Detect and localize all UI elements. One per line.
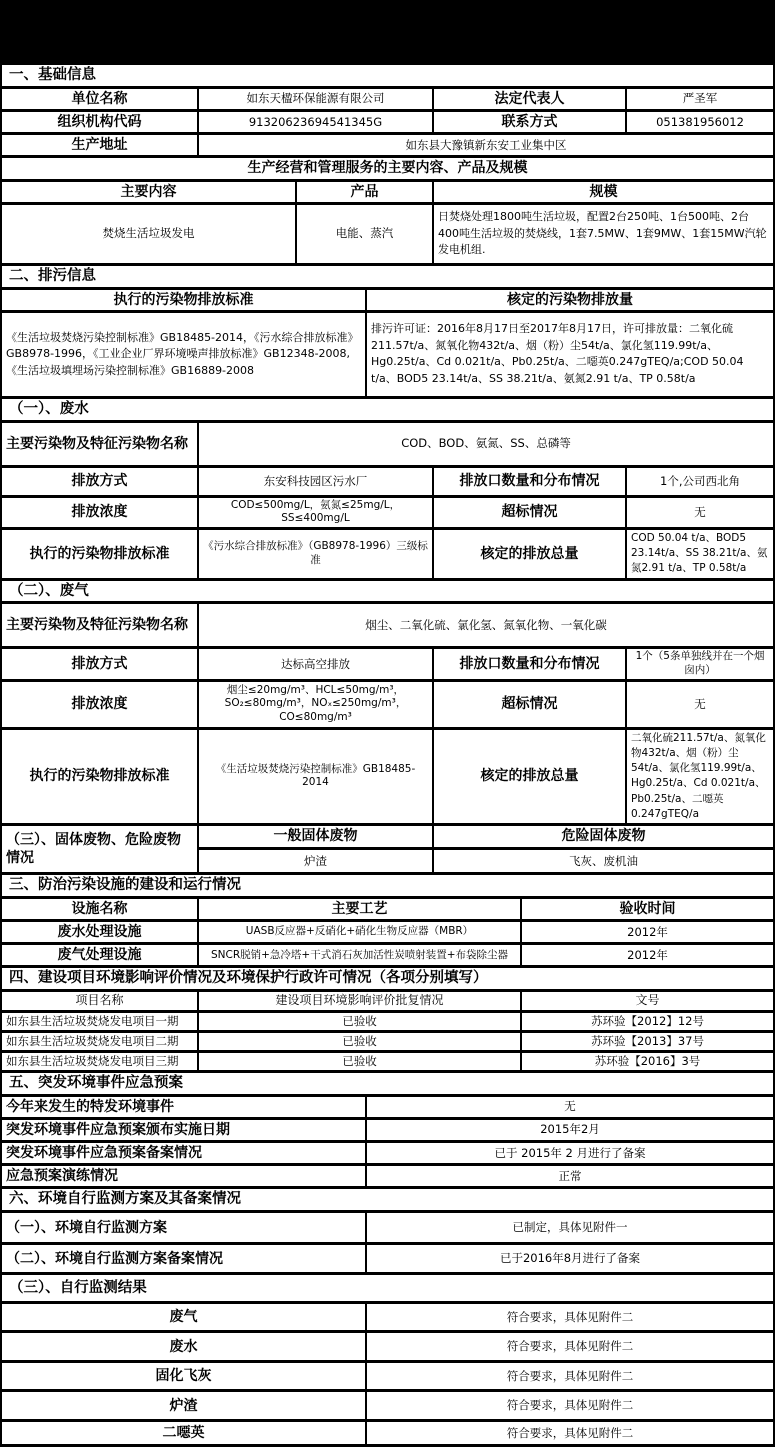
- section2-title: 二、排污信息: [1, 264, 774, 288]
- emergency-row-label: 今年来发生的特发环境事件: [1, 1095, 366, 1118]
- wg-total-value: 二氧化硫211.57t/a、氮氧化物432t/a、烟（粉）尘54t/a、氯化氢119.99t/a、Hg0.25t/a、Cd 0.021t/a、Pb0.25t/a、二噁英0.247gTEQ/a: [626, 728, 774, 824]
- scale-value: 日焚烧处理1800吨生活垃圾，配置2台250吨、1台500吨、2台400吨生活垃圾的焚烧线，1套7.5MW、1套9MW、1套15MW汽轮发电机组.: [433, 203, 774, 264]
- facility-row-name: 废水处理设施: [1, 921, 198, 944]
- standards-header: 执行的污染物排放标准: [1, 288, 366, 311]
- wg-outlets-label: 排放口数量和分布情况: [433, 648, 626, 680]
- project-row-eia: 已验收: [198, 1051, 521, 1071]
- ww-exceed-value: 无: [626, 496, 774, 528]
- ww-std-label: 执行的污染物排放标准: [1, 528, 198, 579]
- facility-row-time: 2012年: [521, 921, 774, 944]
- section5-title: 五、突发环境事件应急预案: [1, 1071, 774, 1095]
- section1-title: 一、基础信息: [1, 64, 774, 88]
- product-label: 产品: [296, 180, 433, 203]
- ww-total-label: 核定的排放总量: [433, 528, 626, 579]
- address-label: 生产地址: [1, 134, 198, 157]
- ww-std-value: 《污水综合排放标准》（GB8978-1996）三级标准: [198, 528, 433, 579]
- facility-process-header: 主要工艺: [198, 897, 521, 920]
- result-row-label: 炉渣: [1, 1391, 366, 1421]
- wg-std-label: 执行的污染物排放标准: [1, 728, 198, 824]
- standards-value: 《生活垃圾焚烧污染控制标准》GB18485-2014，《污水综合排放标准》GB8978-1996，《工业企业厂界环境噪声排放标准》GB12348-2008,《生活垃圾填埋场污染控制标准》GB16889-2008: [1, 311, 366, 397]
- facility-name-header: 设施名称: [1, 897, 198, 920]
- project-row-name: 如东县生活垃圾焚烧发电项目一期: [1, 1011, 198, 1031]
- permit-value: 排污许可证：2016年8月17日至2017年8月17日，许可排放量：二氧化硫211.57t/a、氮氧化物432t/a、烟（粉）尘54t/a、氯化氢119.99t/a、Hg0.25t/a、Cd 0.021t/a、Pb0.25t/a、二噁英0.247gTEQ/a;COD 50.04 t/a、BOD5 23.14t/a、SS 38.21t/a、氨氮2.91 t/a、TP 0.58t/a: [366, 311, 774, 397]
- ww-pollutants-label: 主要污染物及特征污染物名称: [1, 421, 198, 466]
- hazard-solid-label: 危险固体废物: [433, 825, 774, 849]
- result-row-value: 符合要求，具体见附件二: [366, 1362, 774, 1391]
- unit-name-label: 单位名称: [1, 87, 198, 110]
- org-code-label: 组织机构代码: [1, 111, 198, 134]
- monitor-result-title: （三）、自行监测结果: [1, 1274, 774, 1303]
- ww-method-value: 东安科技园区污水厂: [198, 466, 433, 496]
- result-row-value: 符合要求，具体见附件二: [366, 1332, 774, 1362]
- project-row-doc: 苏环验【2013】37号: [521, 1031, 774, 1051]
- wastewater-title: （一）、废水: [1, 397, 774, 421]
- section6-title: 六、环境自行监测方案及其备案情况: [1, 1188, 774, 1212]
- monitor-record-value: 已于2016年8月进行了备案: [366, 1244, 774, 1274]
- wg-method-value: 达标高空排放: [198, 648, 433, 680]
- business-header: 生产经营和管理服务的主要内容、产品及规模: [1, 157, 774, 180]
- project-eia-header: 建设项目环境影响评价批复情况: [198, 991, 521, 1012]
- legal-rep-label: 法定代表人: [433, 87, 626, 110]
- result-row-value: 符合要求，具体见附件二: [366, 1391, 774, 1421]
- hazard-solid-value: 飞灰、废机油: [433, 849, 774, 874]
- top-black-band: [0, 0, 773, 62]
- project-name-header: 项目名称: [1, 991, 198, 1012]
- legal-rep-value: 严圣军: [626, 87, 774, 110]
- project-row-doc: 苏环验【2016】3号: [521, 1051, 774, 1071]
- monitor-plan-label: （一）、环境自行监测方案: [1, 1212, 366, 1244]
- content-value: 焚烧生活垃圾发电: [1, 203, 296, 264]
- wg-outlets-value: 1个（5条单独线并在一个烟囱内）: [626, 648, 774, 680]
- contact-label: 联系方式: [433, 111, 626, 134]
- project-row-name: 如东县生活垃圾焚烧发电项目三期: [1, 1051, 198, 1071]
- project-row-name: 如东县生活垃圾焚烧发电项目二期: [1, 1031, 198, 1051]
- ww-method-label: 排放方式: [1, 466, 198, 496]
- wg-conc-value: 烟尘≤20mg/m³、HCL≤50mg/m³，SO₂≤80mg/m³，NOₓ≤250mg/m³，CO≤80mg/m³: [198, 680, 433, 728]
- wg-conc-label: 排放浓度: [1, 680, 198, 728]
- ww-outlets-label: 排放口数量和分布情况: [433, 466, 626, 496]
- project-row-doc: 苏环验【2012】12号: [521, 1011, 774, 1031]
- ww-total-value: COD 50.04 t/a、BOD5 23.14t/a、SS 38.21t/a、氨氮2.91 t/a、TP 0.58t/a: [626, 528, 774, 579]
- solid-waste-title: （三）、固体废物、危险废物情况: [1, 825, 198, 874]
- wg-total-label: 核定的排放总量: [433, 728, 626, 824]
- wg-exceed-label: 超标情况: [433, 680, 626, 728]
- result-row-value: 符合要求，具体见附件二: [366, 1421, 774, 1446]
- facility-accept-header: 验收时间: [521, 897, 774, 920]
- wg-exceed-value: 无: [626, 680, 774, 728]
- general-solid-value: 炉渣: [198, 849, 433, 874]
- emergency-row-label: 突发环境事件应急预案备案情况: [1, 1141, 366, 1164]
- ww-conc-label: 排放浓度: [1, 496, 198, 528]
- emergency-row-value: 2015年2月: [366, 1118, 774, 1141]
- wg-pollutants-label: 主要污染物及特征污染物名称: [1, 603, 198, 648]
- disclosure-table: [0, 62, 775, 1447]
- emergency-row-value: 正常: [366, 1165, 774, 1188]
- product-value: 电能、蒸汽: [296, 203, 433, 264]
- facility-row-name: 废气处理设施: [1, 944, 198, 967]
- wastegas-title: （二）、废气: [1, 579, 774, 603]
- result-row-value: 符合要求，具体见附件二: [366, 1303, 774, 1332]
- monitor-record-label: （二）、环境自行监测方案备案情况: [1, 1244, 366, 1274]
- result-row-label: 废气: [1, 1303, 366, 1332]
- contact-value: 051381956012: [626, 111, 774, 134]
- emergency-row-value: 无: [366, 1095, 774, 1118]
- ww-outlets-value: 1个,公司西北角: [626, 466, 774, 496]
- org-code-value: 91320623694541345G: [198, 111, 433, 134]
- facility-row-time: 2012年: [521, 944, 774, 967]
- project-row-eia: 已验收: [198, 1011, 521, 1031]
- facility-row-process: UASB反应器+反硝化+硝化生物反应器（MBR）: [198, 921, 521, 944]
- content-label: 主要内容: [1, 180, 296, 203]
- project-doc-header: 文号: [521, 991, 774, 1012]
- wg-method-label: 排放方式: [1, 648, 198, 680]
- ww-pollutants-value: COD、BOD、氨氮、SS、总磷等: [198, 421, 774, 466]
- wg-std-value: 《生活垃圾焚烧污染控制标准》GB18485-2014: [198, 728, 433, 824]
- section4-title: 四、建设项目环境影响评价情况及环境保护行政许可情况（各项分别填写）: [1, 967, 774, 991]
- address-value: 如东县大豫镇新东安工业集中区: [198, 134, 774, 157]
- emergency-row-label: 突发环境事件应急预案颁布实施日期: [1, 1118, 366, 1141]
- facility-row-process: SNCR脱销+急冷塔+干式消石灰加活性炭喷射装置+布袋除尘器: [198, 944, 521, 967]
- general-solid-label: 一般固体废物: [198, 825, 433, 849]
- ww-conc-value: COD≤500mg/L，氨氮≤25mg/L，SS≤400mg/L: [198, 496, 433, 528]
- emergency-row-value: 已于 2015年 2 月进行了备案: [366, 1141, 774, 1164]
- emergency-row-label: 应急预案演练情况: [1, 1165, 366, 1188]
- scale-label: 规模: [433, 180, 774, 203]
- permit-amount-header: 核定的污染物排放量: [366, 288, 774, 311]
- result-row-label: 二噁英: [1, 1421, 366, 1446]
- project-row-eia: 已验收: [198, 1031, 521, 1051]
- wg-pollutants-value: 烟尘、二氧化硫、氯化氢、氮氧化物、一氧化碳: [198, 603, 774, 648]
- unit-name-value: 如东天楹环保能源有限公司: [198, 87, 433, 110]
- result-row-label: 固化飞灰: [1, 1362, 366, 1391]
- monitor-plan-value: 已制定，具体见附件一: [366, 1212, 774, 1244]
- ww-exceed-label: 超标情况: [433, 496, 626, 528]
- section3-title: 三、防治污染设施的建设和运行情况: [1, 874, 774, 898]
- result-row-label: 废水: [1, 1332, 366, 1362]
